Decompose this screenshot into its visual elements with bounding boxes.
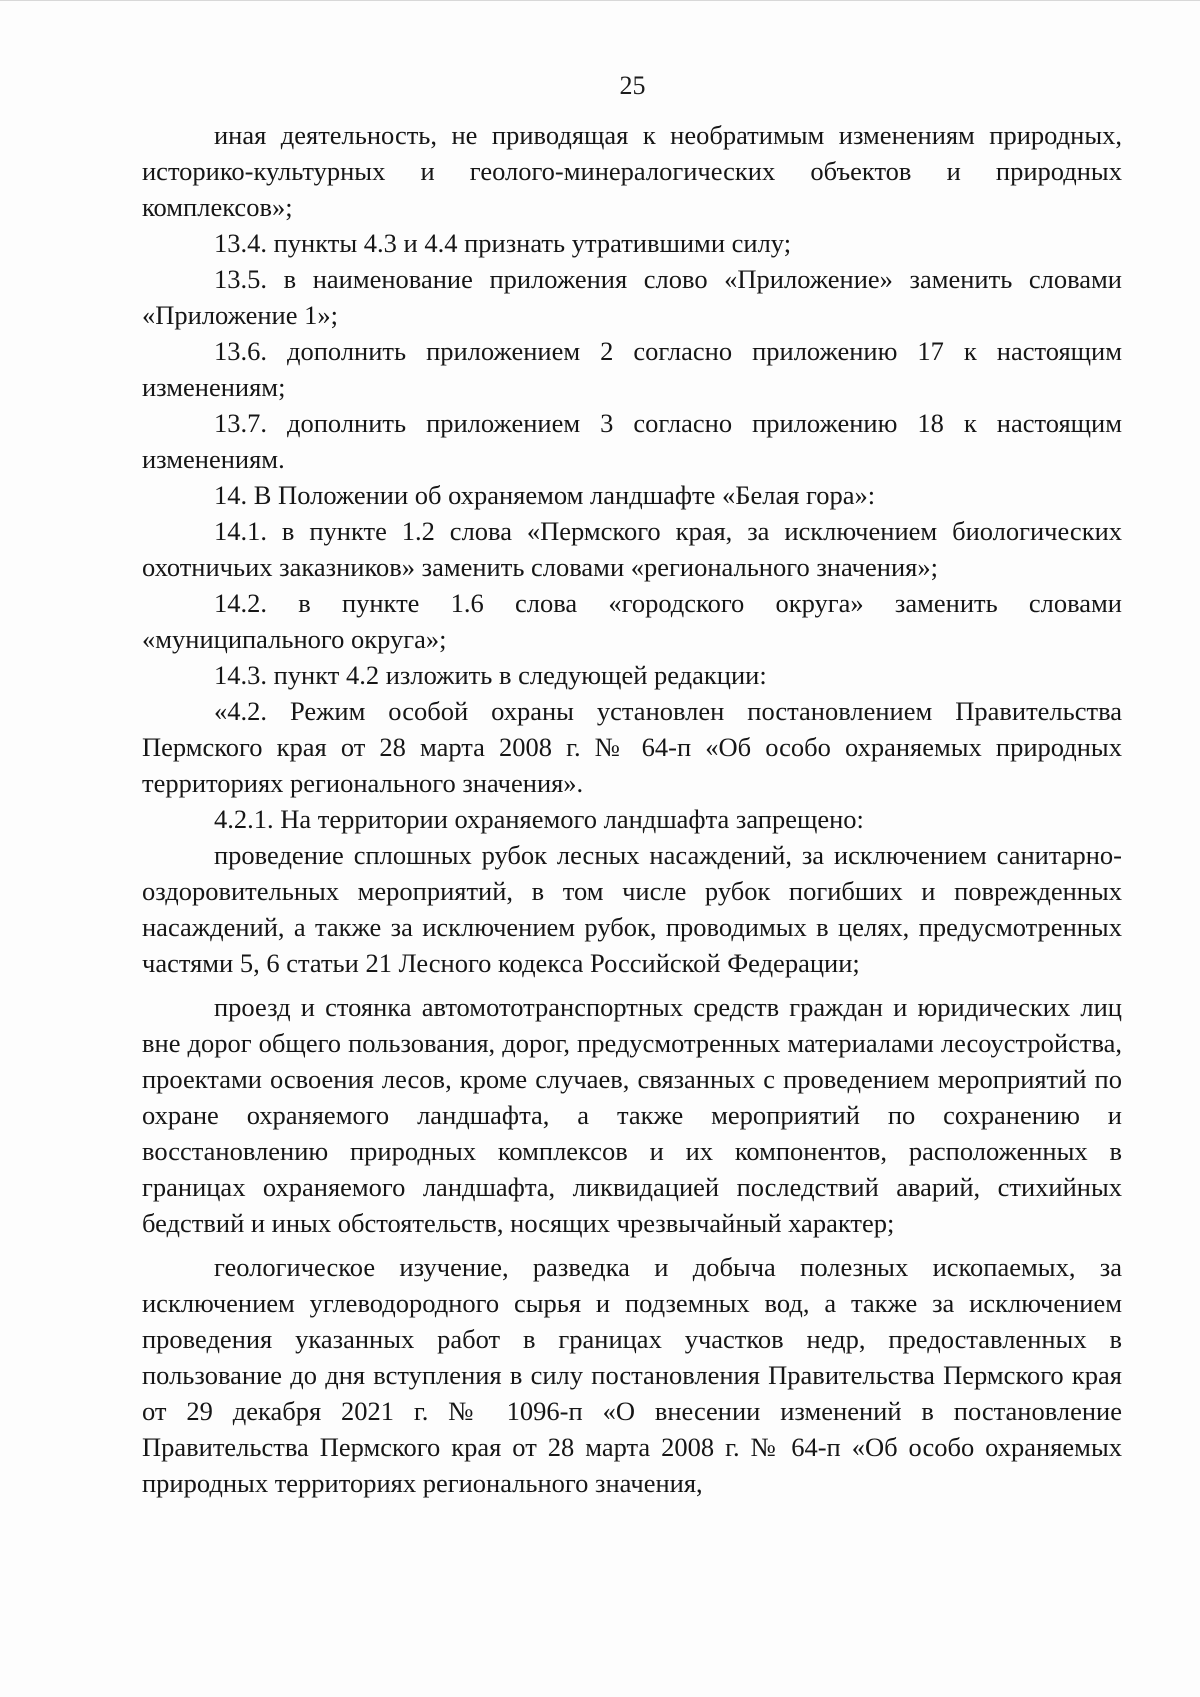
paragraph-continuation: иная деятельность, не приводящая к необратимым изменениям природных, историко-культурных и геолого-минералогических объектов и природных комплексов»; xyxy=(142,120,1122,222)
document-body xyxy=(142,117,1122,1501)
paragraph-4-2: «4.2. Режим особой охраны установлен постановлением Правительства Пермского края от 28 марта 2008 г. № 64-п «Об особо охраняемых природных территориях регионального значения». xyxy=(142,696,1122,798)
paragraph-14-3: 14.3. пункт 4.2 изложить в следующей редакции: xyxy=(214,660,767,690)
paragraph-geological-study: геологическое изучение, разведка и добыча полезных ископаемых, за исключением углеводородного сырья и подземных вод, а также за исключением проведения указанных работ в границах участков недр, предоставленных в пользование до дня вступления в силу постановления Правительства Пермского края от 29 декабря 2021 г. № 1096-п «О внесении изменений в постановление Правительства Пермского края от 28 марта 2008 г. № 64-п «Об особо охраняемых природных территориях регионального значения, xyxy=(142,1252,1122,1498)
paragraph-13-6: 13.6. дополнить приложением 2 согласно приложению 17 к настоящим изменениям; xyxy=(142,336,1122,402)
paragraph-clear-cutting: проведение сплошных рубок лесных насаждений, за исключением санитарно-оздоровительных мероприятий, в том числе рубок погибших и поврежденных насаждений, а также за исключением рубок, проводимых в целях, предусмотренных частями 5, 6 статьи 21 Лесного кодекса Российской Федерации; xyxy=(142,840,1122,978)
paragraph-vehicle-traffic: проезд и стоянка автомототранспортных средств граждан и юридических лиц вне дорог общего пользования, дорог, предусмотренных материалами лесоустройства, проектами освоения лесов, кроме случаев, связанных с проведением мероприятий по охране охраняемого ландшафта, а также мероприятий по сохранению и восстановлению природных комплексов и их компонентов, расположенных в границах охраняемого ландшафта, ликвидацией последствий аварий, стихийных бедствий и иных обстоятельств, носящих чрезвычайный характер; xyxy=(142,992,1122,1238)
paragraph-14-2: 14.2. в пункте 1.6 слова «городского округа» заменить словами «муниципального округа»; xyxy=(142,588,1122,654)
paragraph-13-7: 13.7. дополнить приложением 3 согласно приложению 18 к настоящим изменениям. xyxy=(142,408,1122,474)
page-number: 25 xyxy=(619,71,646,100)
paragraph-13-5: 13.5. в наименование приложения слово «Приложение» заменить словами «Приложение 1»; xyxy=(142,264,1122,330)
paragraph-14-1: 14.1. в пункте 1.2 слова «Пермского края, за исключением биологических охотничьих заказников» заменить словами «регионального значения»; xyxy=(142,516,1122,582)
paragraph-4-2-1: 4.2.1. На территории охраняемого ландшафта запрещено: xyxy=(214,804,864,834)
paragraph-13-4: 13.4. пункты 4.3 и 4.4 признать утратившими силу; xyxy=(214,228,792,258)
paragraph-14: 14. В Положении об охраняемом ландшафте «Белая гора»: xyxy=(214,480,876,510)
